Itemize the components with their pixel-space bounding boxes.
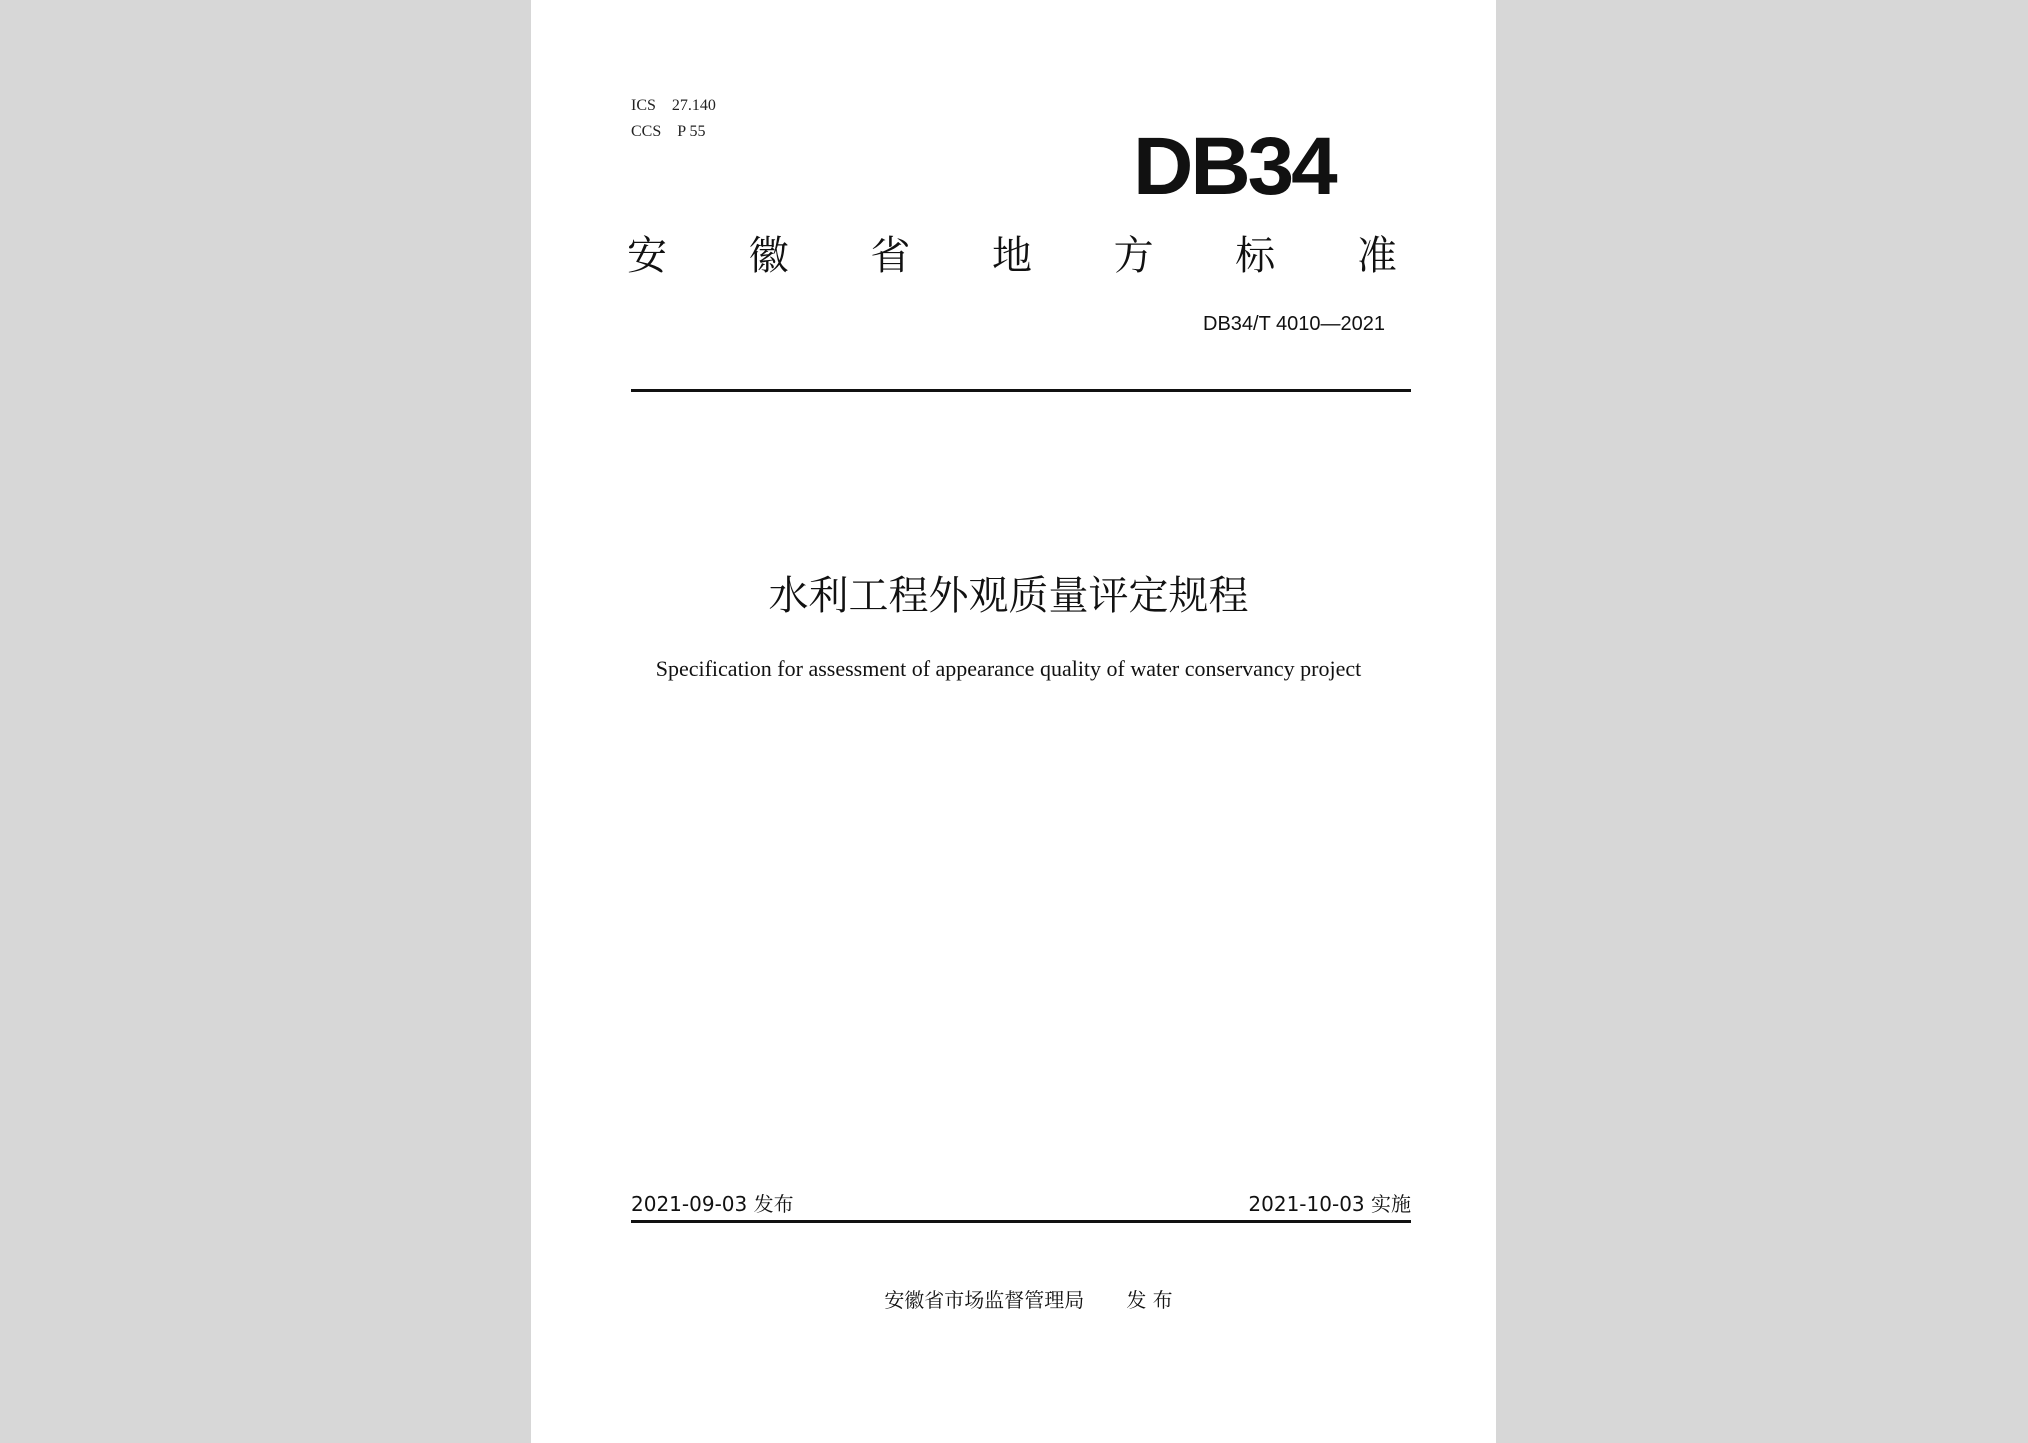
standard-number: DB34/T 4010—2021 xyxy=(1203,313,1385,335)
publisher-line xyxy=(531,1285,1496,1315)
ccs-label: CCS xyxy=(631,123,662,140)
document-page xyxy=(531,0,1496,1443)
effective-date: 2021-10-03 实施 xyxy=(1248,1192,1411,1216)
title-char: 标 xyxy=(1235,233,1276,279)
ccs-value: P 55 xyxy=(677,123,706,140)
release-date: 2021-09-03 发布 xyxy=(631,1192,794,1216)
ics-value: 27.140 xyxy=(671,97,716,114)
title-char: 安 xyxy=(627,233,667,279)
ics-code xyxy=(631,93,716,119)
ccs-code xyxy=(631,119,716,145)
publisher-org: 安徽省市场监督管理局 xyxy=(884,1288,1085,1312)
date-row xyxy=(631,1190,1411,1218)
title-char: 徽 xyxy=(748,233,789,279)
publisher-action: 发 布 xyxy=(1126,1288,1173,1312)
classification-codes xyxy=(631,93,716,145)
title-char: 准 xyxy=(1356,233,1397,279)
title-char: 地 xyxy=(991,233,1032,279)
title-char: 方 xyxy=(1113,233,1154,279)
db34-logo: DB34 xyxy=(1133,121,1335,212)
title-char: 省 xyxy=(870,233,911,279)
standard-category-title xyxy=(627,228,1397,284)
document-title-cn: 水利工程外观质量评定规程 xyxy=(768,573,1249,619)
top-divider xyxy=(631,389,1411,392)
document-title-en: Specification for assessment of appearance quality of water conservancy project xyxy=(655,656,1362,681)
ics-label: ICS xyxy=(631,97,656,114)
bottom-divider xyxy=(631,1220,1411,1223)
